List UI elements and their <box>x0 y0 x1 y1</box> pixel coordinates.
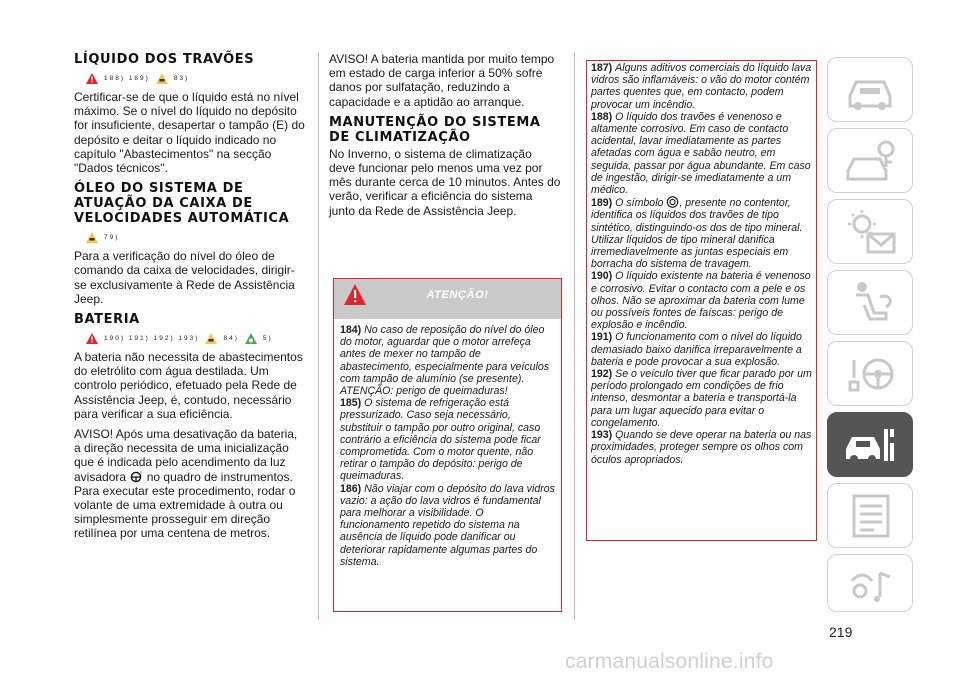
section-title-brake-fluid: LÍQUIDO DOS TRAVÕES <box>74 52 255 67</box>
sun-envelope-icon <box>844 208 898 256</box>
battery-text: A bateria não necessita de abastecimentos do eletrólito com água destilada. Um controlo periódico, efetuado pela Rede de Assistência Jeep, é, contudo, necessário para verificar a sua eficiência. <box>74 350 303 421</box>
note-186: 186) Não viajar com o depósito do lava vidros vazio: a ação do lava vidros é fundamental para melhorar a visibilidade. O funcionamento repetido do sistema na ausência de líquido pode danificar ou deteriorar rapidamente algumas partes do sistema. <box>340 482 555 568</box>
media-signal-icon <box>844 563 898 611</box>
battery-warning-text <box>74 427 306 541</box>
steering-warning-light-icon <box>129 471 143 483</box>
note-189: 189) O símbolo , presente no contentor, identifica os líquidos dos travões de tipo sintético, distinguindo-os dos de tipo mineral. Utilizar líquidos de tipo mineral danifica irremediavelmente as juntas especiais em borracha do sistema de travagem. <box>591 197 803 271</box>
caution-refs: 84) <box>223 334 239 342</box>
watermark: carmanualsonline.info <box>565 650 774 673</box>
caution-refs: 79) <box>104 233 120 241</box>
brake-fluid-symbol-icon <box>666 196 679 208</box>
section-title-battery: BATERIA <box>74 312 140 328</box>
tab-media-signal[interactable] <box>827 554 913 612</box>
tab-airbag-seat[interactable] <box>827 270 913 335</box>
yellow-caution-icon <box>86 232 98 243</box>
note-187: 187) Alguns aditivos comerciais do líquido lava vidros são inflamáveis: o vão do motor contém partes quentes que, em contacto, podem provocar um incêndio. <box>591 62 812 111</box>
attention-header <box>334 279 561 319</box>
note-192: 192) Se o veículo tiver que ficar parado por um período prolongado em condições de frio intenso, desmontar a bateria e transportá-la para um lugar aquecido para evitar o congelamento. <box>591 368 812 429</box>
tab-car-key[interactable] <box>827 128 913 193</box>
attention-title: ATENÇÃO! <box>426 289 489 301</box>
brake-fluid-text: Certificar-se de que o líquido está no nível máximo. Se o nível do líquido no depósito for insuficiente, desapertar o tampão (E) do depósito e deitar o líquido indicado no capítulo "Abastecimentos" na secção "Dados técnicos". <box>74 90 305 176</box>
attention-box <box>333 278 562 612</box>
gearbox-oil-text: Para a verificação do nível do óleo de comando da caixa de velocidades, dirigir-se exclusivamente à Rede de Assistência Jeep. <box>74 249 295 306</box>
svg-text:!: ! <box>140 470 143 477</box>
list-document-icon <box>844 492 898 540</box>
steering-wheel-icon <box>844 350 898 398</box>
reference-row <box>74 329 306 347</box>
note-185: 185) O sistema de refrigeração está pressurizado. Caso seja necessário, substituir o tampão por outro original, caso contrário a eficiência do sistema pode ficar comprometida. Com o motor quente, não retirar o tampão do depósito: perigo de queimaduras. <box>340 397 541 483</box>
reference-row <box>74 228 306 246</box>
note-184: 184) No caso de reposição do nível do óleo do motor, aguardar que o motor arrefeça antes de mexer no tampão de abastecimento, especialmente para veículos com tampão de alumínio (se presente). ATENÇÃO: perigo de queimaduras! <box>340 324 550 398</box>
battery-warning-text-a: AVISO! Após uma desativação da bateria, a direção necessita de uma inicialização que é indicada pelo acendimento da luz avisadora <box>74 427 298 484</box>
note-190: 190) O líquido existente na bateria é venenoso e corrosivo. Evitar o contacto com a pele e os olhos. Não se aproximar da bateria com lume ou possíveis fontes de faíscas: perigo de explosão e incêndio. <box>591 270 811 332</box>
battery-charge-warning: AVISO! A bateria mantida por muito tempo em estado de carga inferior a 50% sofre danos por sulfatação, reduzindo a capacidade e a aptidão ao arranque. <box>329 52 555 109</box>
tab-car-dashboard[interactable] <box>827 57 913 122</box>
left-column <box>74 52 306 547</box>
car-key-icon <box>844 137 898 185</box>
car-wrench-icon <box>844 421 898 469</box>
section-title-climate: MANUTENÇÃO DO SISTEMA DE CLIMATIZAÇÃO <box>329 114 541 145</box>
red-warning-icon <box>86 73 98 84</box>
red-warning-icon <box>86 333 98 344</box>
battery-warning-text-b: no quadro de instrumentos. Para executar este procedimento, rodar o volante de uma extremidade à outra ou simplesmente prosseguir em direção retilínea por uma centena de metros. <box>74 469 296 541</box>
column-divider <box>574 52 575 620</box>
reference-row <box>74 69 306 87</box>
attention-notes <box>334 319 561 568</box>
tab-steering-wheel[interactable] <box>827 341 913 406</box>
section-title-gearbox-oil: ÓLEO DO SISTEMA DE ATUAÇÃO DA CAIXA DE VELOCIDADES AUTOMÁTICA <box>74 181 290 227</box>
note-191: 191) O funcionamento com o nível do líquido demasiado baixo danifica irreparavelmente a bateria e pode provocar a sua explosão. <box>591 331 802 368</box>
warning-refs: 188) 189) <box>104 74 150 82</box>
note-193: 193) Quando se deve operar na bateria ou nas proximidades, proteger sempre os olhos com óculos apropriados. <box>591 429 812 466</box>
yellow-caution-icon <box>205 333 217 344</box>
page-number: 219 <box>829 624 853 640</box>
yellow-caution-icon <box>156 73 168 84</box>
environment-refs: 5) <box>262 334 273 342</box>
tab-car-wrench-active[interactable] <box>827 412 913 477</box>
warning-refs: 190) 191) 192) 193) <box>104 334 200 342</box>
middle-column <box>329 52 561 224</box>
tab-list-document[interactable] <box>827 483 913 548</box>
green-environment-icon <box>245 333 257 344</box>
notes-box <box>586 60 817 541</box>
caution-refs: 83) <box>173 74 190 82</box>
note-188: 188) O líquido dos travões é venenoso e altamente corrosivo. Em caso de contacto acidental, lavar imediatamente as partes afetadas com água e sabão neutro, em seguida, passar por água abundante. Em caso de ingestão, dirigir-se imediatamente a um médico. <box>591 110 811 197</box>
climate-text: No Inverno, o sistema de climatização deve funcionar pelo menos uma vez por mês durante cerca de 10 minutos. Antes do verão, verificar a eficiência do sistema junto da Rede de Assistência Jeep. <box>329 146 561 218</box>
airbag-seat-icon <box>844 279 898 327</box>
tab-sun-envelope[interactable] <box>827 199 913 264</box>
column-divider <box>318 52 319 620</box>
car-dashboard-icon <box>844 66 898 114</box>
